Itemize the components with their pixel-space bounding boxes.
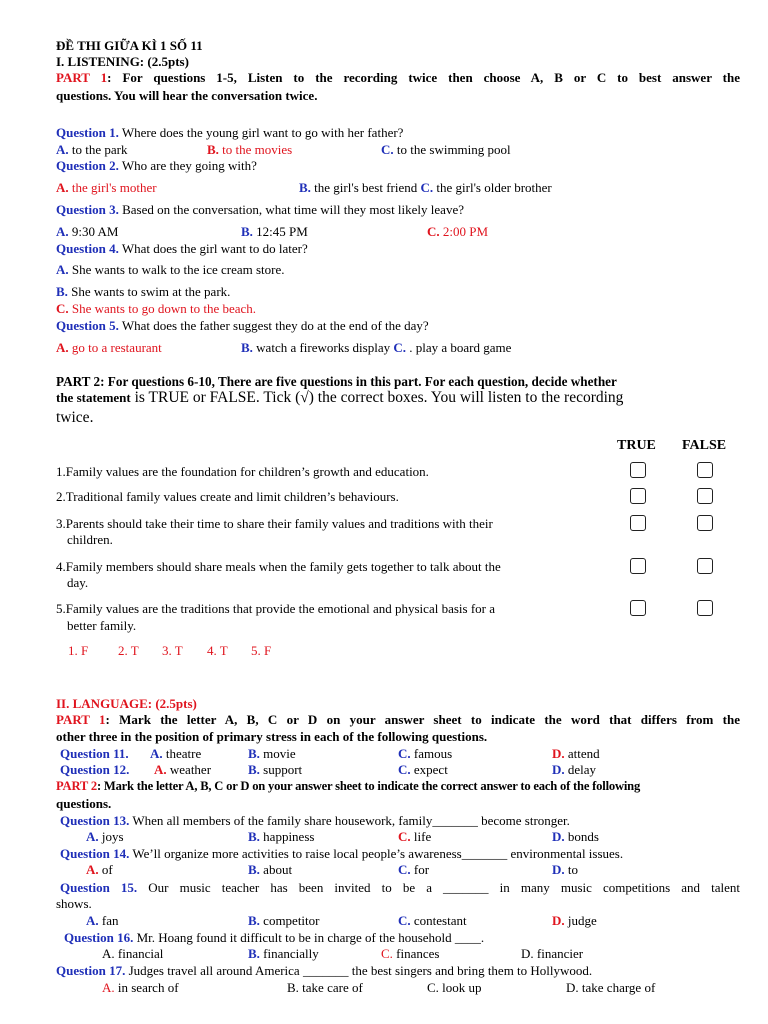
statement-5-true-checkbox[interactable] xyxy=(630,600,646,616)
question-2: Question 2. Who are they going with? xyxy=(56,158,257,173)
q14-option-a: A. of xyxy=(86,862,113,877)
statement-4-false-checkbox[interactable] xyxy=(697,558,713,574)
q17-option-b: B. take care of xyxy=(287,980,363,995)
q5-option-a: A. go to a restaurant xyxy=(56,340,162,355)
listening-part1-instructions: PART 1: For questions 1-5, Listen to the recording twice then choose A, B or C to best answer the xyxy=(56,70,740,85)
question-11: Question 11. xyxy=(60,746,129,761)
q5-option-b-c: B. watch a fireworks display C. . play a board game xyxy=(241,340,512,355)
question-3: Question 3. Based on the conversation, what time will they most likely leave? xyxy=(56,202,464,217)
q1-option-c: C. to the swimming pool xyxy=(381,142,511,157)
q17-option-a: A. in search of xyxy=(102,980,179,995)
question-13: Question 13. When all members of the family share housework, family_______ become stronger. xyxy=(60,813,570,828)
q11-option-c: C. famous xyxy=(398,746,453,761)
statement-1-true-checkbox[interactable] xyxy=(630,462,646,478)
q2-option-b-c: B. the girl's best friend C. the girl's older brother xyxy=(299,180,552,195)
question-1: Question 1. Where does the young girl want to go with her father? xyxy=(56,125,404,140)
language-part1-instructions-cont: other three in the position of primary stress in each of the following questions. xyxy=(56,729,488,744)
answer-key-1: 1. F xyxy=(68,643,89,658)
q11-option-d: D. attend xyxy=(552,746,600,761)
q3-option-b: B. 12:45 PM xyxy=(241,224,308,239)
q17-option-d: D. take charge of xyxy=(566,980,656,995)
section-listening-heading: I. LISTENING: (2.5pts) xyxy=(56,54,189,69)
answer-key-3: 3. T xyxy=(162,643,183,658)
q13-option-c: C. life xyxy=(398,829,432,844)
statement-4-true-checkbox[interactable] xyxy=(630,558,646,574)
answer-key-4: 4. T xyxy=(207,643,228,658)
statement-5: 5.Family values are the traditions that provide the emotional and physical basis for a xyxy=(56,601,495,616)
q11-option-a: A. theatre xyxy=(150,746,202,761)
statement-1: 1.Family values are the foundation for children’s growth and education. xyxy=(56,464,429,479)
answer-key-2: 2. T xyxy=(118,643,139,658)
q15-option-a: A. fan xyxy=(86,913,119,928)
question-12: Question 12. xyxy=(60,762,130,777)
q2-option-a: A. the girl's mother xyxy=(56,180,157,195)
q13-option-a: A. joys xyxy=(86,829,124,844)
q16-option-b: B. financially xyxy=(248,946,319,961)
statement-4-cont: day. xyxy=(67,575,89,590)
false-column-header: FALSE xyxy=(682,438,727,453)
question-14: Question 14. We’ll organize more activities to raise local people’s awareness_______ environmental issues. xyxy=(60,846,624,861)
statement-3-false-checkbox[interactable] xyxy=(697,515,713,531)
q14-option-b: B. about xyxy=(248,862,293,877)
language-part2-instructions: PART 2: Mark the letter A, B, C or D on your answer sheet to indicate the correct answer to each of the following xyxy=(56,779,641,793)
statement-5-cont: better family. xyxy=(67,618,137,633)
q4-option-a: A. She wants to walk to the ice cream store. xyxy=(56,262,285,277)
q13-option-d: D. bonds xyxy=(552,829,599,844)
q12-option-d: D. delay xyxy=(552,762,597,777)
q12-option-b: B. support xyxy=(248,762,303,777)
listening-part2-instructions-end: twice. xyxy=(56,409,94,426)
q16-option-d: D. financier xyxy=(521,946,584,961)
statement-2: 2.Traditional family values create and limit children’s behaviours. xyxy=(56,489,399,504)
section-language-heading: II. LANGUAGE: (2.5pts) xyxy=(56,696,197,711)
q13-option-b: B. happiness xyxy=(248,829,315,844)
question-4: Question 4. What does the girl want to do later? xyxy=(56,241,308,256)
q15-option-d: D. judge xyxy=(552,913,597,928)
statement-3-true-checkbox[interactable] xyxy=(630,515,646,531)
statement-3: 3.Parents should take their time to share their family values and traditions with their xyxy=(56,516,493,531)
q16-option-c: C. finances xyxy=(381,946,440,961)
question-17: Question 17. Judges travel all around America _______ the best singers and bring them to Hollywood. xyxy=(56,963,593,978)
q15-option-c: C. contestant xyxy=(398,913,467,928)
q4-option-b: B. She wants to swim at the park. xyxy=(56,284,231,299)
statement-4: 4.Family members should share meals when the family gets together to talk about the xyxy=(56,559,501,574)
q17-option-c: C. look up xyxy=(427,980,482,995)
statement-3-cont: children. xyxy=(67,532,113,547)
q3-option-a: A. 9:30 AM xyxy=(56,224,119,239)
q1-option-a: A. to the park xyxy=(56,142,128,157)
q11-option-b: B. movie xyxy=(248,746,296,761)
language-part2-instructions-cont: questions. xyxy=(56,796,112,811)
listening-part2-instructions-cont: the statement is TRUE or FALSE. Tick (√) the correct boxes. You will listen to the recording xyxy=(56,389,624,406)
q16-option-a: A. financial xyxy=(102,946,164,961)
answer-key-5: 5. F xyxy=(251,643,272,658)
q3-option-c: C. 2:00 PM xyxy=(427,224,489,239)
language-part1-instructions: PART 1: Mark the letter A, B, C or D on your answer sheet to indicate the word that differs from the xyxy=(56,712,741,727)
statement-2-true-checkbox[interactable] xyxy=(630,488,646,504)
exam-title: ĐỀ THI GIỮA KÌ 1 SỐ 11 xyxy=(56,38,203,53)
question-5: Question 5. What does the father suggest they do at the end of the day? xyxy=(56,318,429,333)
statement-1-false-checkbox[interactable] xyxy=(697,462,713,478)
q4-option-c: C. She wants to go down to the beach. xyxy=(56,301,257,316)
true-column-header: TRUE xyxy=(617,438,656,453)
listening-part2-instructions: PART 2: For questions 6-10, There are five questions in this part. For each question, decide whether xyxy=(56,374,617,389)
listening-part1-instructions-cont: questions. You will hear the conversation twice. xyxy=(56,88,318,103)
q1-option-b: B. to the movies xyxy=(207,142,293,157)
q14-option-d: D. to xyxy=(552,862,579,877)
question-16: Question 16. Mr. Hoang found it difficult to be in charge of the household ____. xyxy=(64,930,485,945)
q14-option-c: C. for xyxy=(398,862,430,877)
q12-option-a: A. weather xyxy=(154,762,212,777)
question-15-cont: shows. xyxy=(56,896,92,911)
statement-5-false-checkbox[interactable] xyxy=(697,600,713,616)
statement-2-false-checkbox[interactable] xyxy=(697,488,713,504)
q12-option-c: C. expect xyxy=(398,762,448,777)
question-15: Question 15. Our music teacher has been invited to be a _______ in many music competitions and talent xyxy=(60,880,740,895)
q15-option-b: B. competitor xyxy=(248,913,320,928)
